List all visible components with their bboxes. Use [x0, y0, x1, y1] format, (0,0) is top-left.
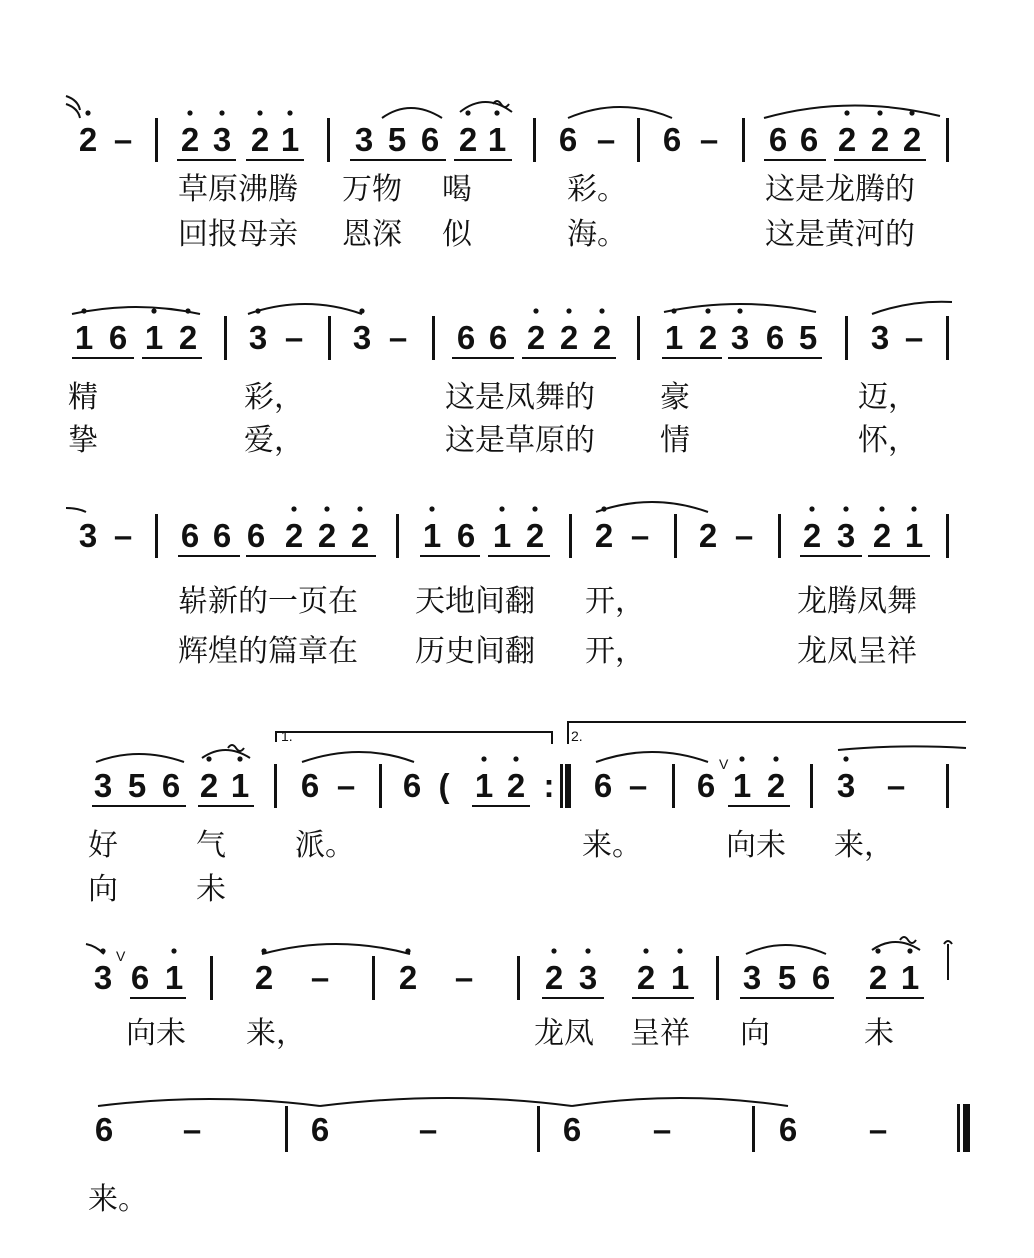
note: 1 — [230, 767, 250, 804]
barline — [155, 514, 158, 558]
note: 6 — [108, 319, 128, 356]
lyric: 精 — [68, 380, 98, 415]
note: 5 — [387, 121, 407, 158]
note: 1 — [280, 121, 300, 158]
tie — [98, 1099, 320, 1106]
lyric: 怀， — [858, 423, 918, 458]
repeat-barline-thin — [560, 764, 563, 808]
lyric: 这是黄河的 — [765, 217, 915, 252]
note: 3 — [352, 319, 372, 356]
note: 6 — [799, 121, 819, 158]
barline — [155, 118, 158, 162]
octave-dot — [737, 308, 742, 313]
tie — [572, 1098, 788, 1106]
paren: ( — [438, 767, 450, 804]
lyric: 挚 — [68, 423, 98, 458]
note: 6 — [161, 767, 181, 804]
dash: – — [734, 517, 754, 554]
score-line-2 — [0, 316, 1034, 360]
lyric: 豪 — [660, 380, 690, 415]
note: 6 — [778, 1111, 798, 1148]
dash: – — [868, 1111, 888, 1148]
note: 6 — [180, 517, 200, 554]
note: 6 — [310, 1111, 330, 1148]
lyric: 开， — [585, 634, 645, 669]
octave-dot — [809, 506, 814, 511]
lyric: 来。 — [582, 828, 642, 863]
note: 1 — [474, 767, 494, 804]
lyric: 向未 — [126, 1016, 186, 1051]
note: 2 — [698, 319, 718, 356]
barline — [372, 956, 375, 1000]
repeat-barline-thick — [565, 764, 571, 808]
barline — [637, 118, 640, 162]
note: 1 — [74, 319, 94, 356]
dash: – — [630, 517, 650, 554]
dash: – — [596, 121, 616, 158]
octave-dot — [907, 948, 912, 953]
note: 2 — [802, 517, 822, 554]
octave-dot — [185, 308, 190, 313]
tie-continue — [66, 508, 86, 512]
volta-1-bracket — [276, 732, 552, 744]
note: 6 — [130, 959, 150, 996]
note: 3 — [578, 959, 598, 996]
lyric: 草原沸腾 — [178, 172, 298, 207]
note: 2 — [458, 121, 478, 158]
lyric: 万物 — [342, 172, 402, 207]
octave-dot — [513, 756, 518, 761]
lyric: 龙凤呈祥 — [797, 634, 917, 669]
note: 2 — [506, 767, 526, 804]
octave-dot — [499, 506, 504, 511]
dash: – — [418, 1111, 438, 1148]
lyric: 向 — [88, 872, 118, 907]
octave-dot — [324, 506, 329, 511]
tie — [320, 1098, 572, 1106]
slur — [382, 108, 442, 118]
octave-dot — [151, 308, 156, 313]
note: 2 — [180, 121, 200, 158]
note: 1 — [732, 767, 752, 804]
volta-2-label: 2. — [571, 728, 583, 744]
octave-dot — [844, 110, 849, 115]
note: 5 — [798, 319, 818, 356]
lyric: 天地间翻 — [415, 584, 535, 619]
barline — [285, 1106, 288, 1152]
lyric: 好 — [88, 828, 118, 863]
note: 2 — [199, 767, 219, 804]
barline — [327, 118, 330, 162]
lyric: 这是凤舞的 — [445, 380, 595, 415]
octave-dot — [100, 948, 105, 953]
breath-marks — [66, 96, 80, 118]
barline — [716, 956, 719, 1000]
note: 3 — [836, 517, 856, 554]
lyric: 向 — [740, 1016, 770, 1051]
barline — [379, 764, 382, 808]
lyric: 辉煌的篇章在 — [178, 634, 358, 669]
note: 6 — [94, 1111, 114, 1148]
barline — [946, 118, 949, 162]
note: 3 — [212, 121, 232, 158]
note: 6 — [488, 319, 508, 356]
lyric: 爱， — [244, 423, 304, 458]
note: 3 — [248, 319, 268, 356]
barline — [533, 118, 536, 162]
octave-dot — [911, 506, 916, 511]
octave-dot — [187, 110, 192, 115]
note: 2 — [398, 959, 418, 996]
barline — [537, 1106, 540, 1152]
barline — [569, 514, 572, 558]
lyric: 呈祥 — [630, 1016, 690, 1051]
dash: – — [336, 767, 356, 804]
dash: – — [388, 319, 408, 356]
lyric: 来， — [246, 1016, 306, 1051]
score-line-4 — [0, 764, 1034, 808]
lyric: 未 — [864, 1016, 894, 1051]
lyric: 情 — [660, 423, 690, 458]
dash: – — [310, 959, 330, 996]
lyric: 崭新的一页在 — [178, 584, 358, 619]
octave-dot — [465, 110, 470, 115]
lyric: 开， — [585, 584, 645, 619]
note: 3 — [742, 959, 762, 996]
note: 2 — [636, 959, 656, 996]
lyric: 历史间翻 — [415, 634, 535, 669]
octave-dot — [551, 948, 556, 953]
octave-dot — [879, 506, 884, 511]
note: 6 — [811, 959, 831, 996]
note: 2 — [872, 517, 892, 554]
final-barline-thick — [963, 1104, 970, 1152]
octave-dot — [481, 756, 486, 761]
note: 6 — [662, 121, 682, 158]
octave-dot — [877, 110, 882, 115]
barline — [742, 118, 745, 162]
tie-continue — [86, 944, 104, 954]
note: 2 — [350, 517, 370, 554]
dash: – — [454, 959, 474, 996]
octave-dot — [585, 948, 590, 953]
lyric: 迈， — [858, 380, 918, 415]
octave-dot — [255, 308, 260, 313]
note: 6 — [696, 767, 716, 804]
tie — [596, 502, 708, 512]
barline — [752, 1106, 755, 1152]
note: 3 — [93, 959, 113, 996]
note: 5 — [777, 959, 797, 996]
note: 2 — [178, 319, 198, 356]
lyric: 海。 — [567, 217, 627, 252]
lyric: 气 — [196, 828, 226, 863]
note: 6 — [558, 121, 578, 158]
octave-dot — [566, 308, 571, 313]
tie — [302, 752, 414, 762]
octave-dot — [601, 506, 606, 511]
octave-dot — [237, 756, 242, 761]
lyric: 彩。 — [567, 172, 627, 207]
note: 6 — [768, 121, 788, 158]
barline — [810, 764, 813, 808]
tie — [248, 304, 362, 314]
barline — [674, 514, 677, 558]
octave-dot — [261, 948, 266, 953]
octave-dot — [533, 308, 538, 313]
dash: – — [113, 517, 133, 554]
barline — [845, 316, 848, 360]
octave-dot — [359, 308, 364, 313]
barline — [778, 514, 781, 558]
note: 2 — [284, 517, 304, 554]
lyric: 向未 — [726, 828, 786, 863]
note: 2 — [594, 517, 614, 554]
slur — [746, 945, 826, 954]
barline — [517, 956, 520, 1000]
note: 3 — [354, 121, 374, 158]
note: 1 — [487, 121, 507, 158]
octave-dot — [219, 110, 224, 115]
note: 5 — [127, 767, 147, 804]
lyric: 这是龙腾的 — [765, 172, 915, 207]
barline — [672, 764, 675, 808]
note: 6 — [456, 517, 476, 554]
barline — [946, 316, 949, 360]
barline — [637, 316, 640, 360]
note: 6 — [456, 319, 476, 356]
note: 6 — [300, 767, 320, 804]
note: 2 — [766, 767, 786, 804]
note: 6 — [765, 319, 785, 356]
score-line-6 — [0, 1108, 1034, 1152]
turn-ornament — [493, 101, 509, 107]
note: 3 — [78, 517, 98, 554]
slur — [202, 750, 250, 758]
note: 2 — [525, 517, 545, 554]
tie — [596, 752, 708, 762]
dash: – — [652, 1111, 672, 1148]
octave-dot — [532, 506, 537, 511]
barline — [946, 764, 949, 808]
tie-continue — [764, 105, 940, 118]
octave-dot — [773, 756, 778, 761]
note: 2 — [544, 959, 564, 996]
note: 1 — [664, 319, 684, 356]
octave-dot — [257, 110, 262, 115]
octave-dot — [705, 308, 710, 313]
octave-dot — [739, 756, 744, 761]
octave-dot — [206, 756, 211, 761]
note: 6 — [402, 767, 422, 804]
note: 3 — [836, 767, 856, 804]
octave-dot — [81, 308, 86, 313]
lyric: 来。 — [88, 1182, 148, 1217]
lyric: 龙凤 — [534, 1016, 594, 1051]
dash: – — [886, 767, 906, 804]
barline — [432, 316, 435, 360]
octave-dot — [875, 948, 880, 953]
lyric: 恩深 — [342, 217, 402, 252]
note: 2 — [698, 517, 718, 554]
octave-dot — [843, 756, 848, 761]
note: 6 — [562, 1111, 582, 1148]
note: 2 — [837, 121, 857, 158]
octave-dot — [643, 948, 648, 953]
note: 1 — [900, 959, 920, 996]
volta-2-bracket — [568, 722, 966, 744]
octave-dot — [843, 506, 848, 511]
barline — [328, 316, 331, 360]
barline — [396, 514, 399, 558]
lyric: 喝 — [442, 172, 472, 207]
breath-mark: V — [719, 756, 729, 772]
note: 2 — [78, 121, 98, 158]
lyric: 未 — [196, 872, 226, 907]
barline — [274, 764, 277, 808]
note: 1 — [492, 517, 512, 554]
lyric: 派。 — [295, 828, 355, 863]
note: 6 — [246, 517, 266, 554]
note: 1 — [422, 517, 442, 554]
note: 2 — [317, 517, 337, 554]
dash: – — [284, 319, 304, 356]
turn-ornament — [228, 745, 244, 751]
final-barline-thin — [957, 1104, 960, 1152]
octave-dot — [287, 110, 292, 115]
tie — [262, 944, 410, 954]
barline — [224, 316, 227, 360]
slur — [664, 304, 816, 312]
note: 2 — [868, 959, 888, 996]
octave-dot — [909, 110, 914, 115]
note: 1 — [670, 959, 690, 996]
note: 2 — [870, 121, 890, 158]
octave-dot — [357, 506, 362, 511]
note: 2 — [526, 319, 546, 356]
octave-dot — [599, 308, 604, 313]
tie — [838, 746, 966, 750]
note: 2 — [902, 121, 922, 158]
breath-mark: V — [116, 948, 126, 964]
note: 1 — [904, 517, 924, 554]
note: 6 — [212, 517, 232, 554]
note: 2 — [254, 959, 274, 996]
lyric: 来， — [834, 828, 894, 863]
note: 2 — [592, 319, 612, 356]
dash: – — [182, 1111, 202, 1148]
octave-dot — [405, 948, 410, 953]
tie — [568, 107, 672, 118]
lyric: 似 — [442, 217, 472, 252]
octave-dot — [671, 308, 676, 313]
tie-continue — [72, 307, 200, 314]
lyric: 彩， — [244, 380, 304, 415]
note: 3 — [730, 319, 750, 356]
note: 2 — [559, 319, 579, 356]
tie — [872, 302, 952, 314]
slur — [872, 942, 920, 950]
slur — [460, 102, 512, 112]
octave-dot — [291, 506, 296, 511]
lyric: 回报母亲 — [178, 217, 298, 252]
octave-dot — [494, 110, 499, 115]
turn-ornament — [900, 937, 916, 943]
note: 3 — [93, 767, 113, 804]
dash: – — [699, 121, 719, 158]
octave-dot — [85, 110, 90, 115]
note: 1 — [144, 319, 164, 356]
repeat-colon: : — [543, 767, 555, 804]
note: 6 — [593, 767, 613, 804]
lyric: 这是草原的 — [445, 423, 595, 458]
octave-dot — [677, 948, 682, 953]
slur — [96, 754, 184, 762]
volta-1-label: 1. — [281, 728, 293, 744]
octave-dot — [171, 948, 176, 953]
note: 3 — [870, 319, 890, 356]
barline — [210, 956, 213, 1000]
note: 2 — [250, 121, 270, 158]
barline — [946, 514, 949, 558]
note: 1 — [164, 959, 184, 996]
octave-dot — [429, 506, 434, 511]
dash: – — [113, 121, 133, 158]
dash: – — [628, 767, 648, 804]
lyric: 龙腾凤舞 — [797, 584, 917, 619]
dash: – — [904, 319, 924, 356]
note: 6 — [420, 121, 440, 158]
